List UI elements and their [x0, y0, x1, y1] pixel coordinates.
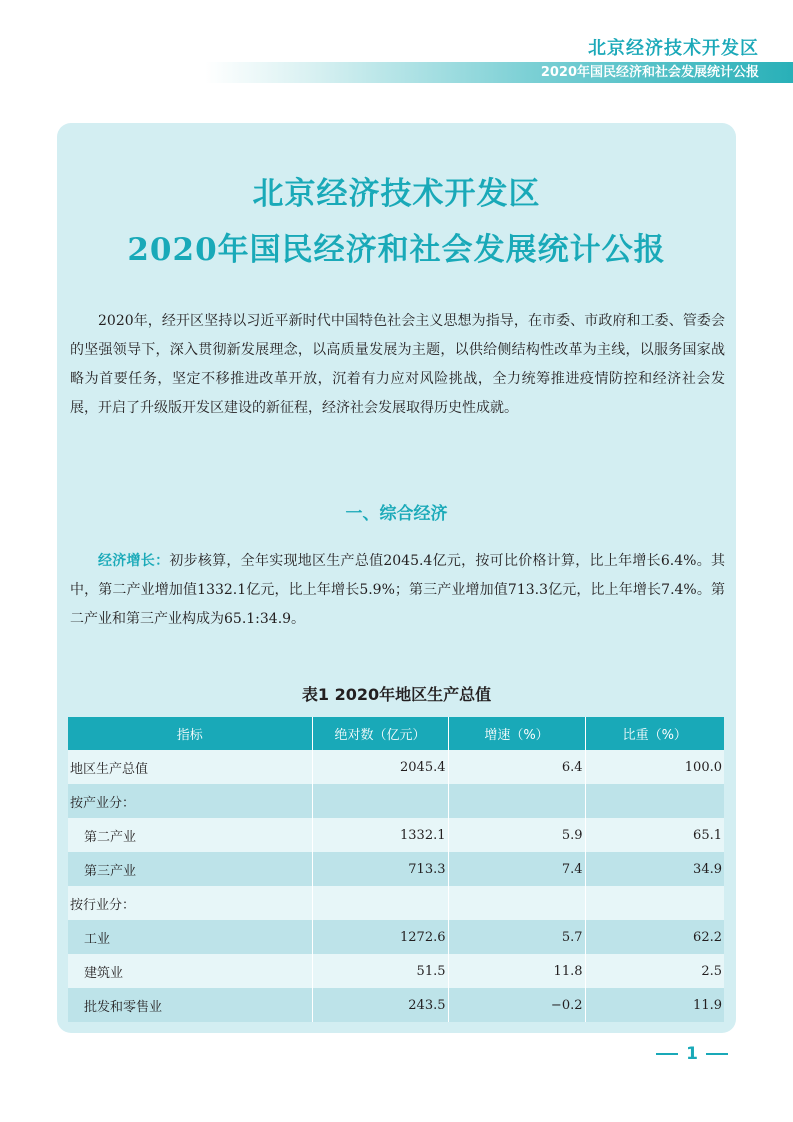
row-growth — [448, 784, 585, 818]
header-title: 北京经济技术开发区 — [588, 38, 759, 59]
header-subtitle: 2020年国民经济和社会发展统计公报 — [540, 65, 759, 80]
row-label: 工业 — [68, 920, 312, 954]
row-growth — [448, 886, 585, 920]
row-share — [585, 886, 724, 920]
table-row — [68, 954, 724, 988]
table-row — [68, 852, 724, 886]
row-value: 51.5 — [312, 954, 448, 988]
table-row — [68, 818, 724, 852]
row-share: 65.1 — [585, 818, 724, 852]
row-share: 2.5 — [585, 954, 724, 988]
table-row — [68, 988, 724, 1022]
table-row — [68, 750, 724, 784]
growth-paragraph — [70, 547, 725, 634]
table-header-row — [68, 717, 724, 750]
row-label: 按行业分： — [68, 886, 312, 920]
document-title-line2: 2020年国民经济和社会发展统计公报 — [127, 232, 666, 268]
row-label: 第二产业 — [68, 818, 312, 852]
row-share: 11.9 — [585, 988, 724, 1022]
table-caption: 表1 2020年地区生产总值 — [301, 685, 492, 704]
dash-left — [656, 1053, 678, 1055]
header-growth-rate: 增速（%） — [448, 717, 585, 750]
growth-text: 初步核算，全年实现地区生产总值2045.4亿元，按可比价格计算，比上年增长6.4%。其中，第二产业增加值1332.1亿元，比上年增长5.9%；第三产业增加值713.3亿元，比上年增长7.4%。第二产业和第三产业构成为65.1:34.9。 — [70, 553, 725, 627]
row-share: 100.0 — [585, 750, 724, 784]
table-row — [68, 920, 724, 954]
row-growth: −0.2 — [448, 988, 585, 1022]
page-number-value: 1 — [686, 1044, 698, 1064]
row-growth: 6.4 — [448, 750, 585, 784]
row-label: 批发和零售业 — [68, 988, 312, 1022]
row-label: 按产业分： — [68, 784, 312, 818]
dash-right — [706, 1053, 728, 1055]
row-growth: 7.4 — [448, 852, 585, 886]
row-share — [585, 784, 724, 818]
row-value — [312, 784, 448, 818]
row-label: 第三产业 — [68, 852, 312, 886]
intro-paragraph: 2020年，经开区坚持以习近平新时代中国特色社会主义思想为指导，在市委、市政府和工委、管委会的坚强领导下，深入贯彻新发展理念，以高质量发展为主题，以供给侧结构性改革为主线，以服务国家战略为首要任务，坚定不移推进改革开放，沉着有力应对风险挑战，全力统筹推进疫情防控和经济社会发展，开启了升级版开发区建设的新征程，经济社会发展取得历史性成就。 — [70, 313, 725, 416]
row-value: 243.5 — [312, 988, 448, 1022]
table-row — [68, 784, 724, 818]
header-absolute-value: 绝对数（亿元） — [312, 717, 448, 750]
row-value — [312, 886, 448, 920]
row-share: 34.9 — [585, 852, 724, 886]
document-title-line1: 北京经济技术开发区 — [252, 176, 541, 212]
row-value: 2045.4 — [312, 750, 448, 784]
growth-lead: 经济增长： — [98, 553, 170, 569]
row-value: 1332.1 — [312, 818, 448, 852]
row-growth: 5.9 — [448, 818, 585, 852]
row-value: 1272.6 — [312, 920, 448, 954]
gdp-table — [68, 717, 724, 1022]
table-row — [68, 886, 724, 920]
row-growth: 11.8 — [448, 954, 585, 988]
header-share: 比重（%） — [585, 717, 724, 750]
row-growth: 5.7 — [448, 920, 585, 954]
header-indicator: 指标 — [68, 717, 312, 750]
row-value: 713.3 — [312, 852, 448, 886]
row-label: 地区生产总值 — [68, 750, 312, 784]
row-label: 建筑业 — [68, 954, 312, 988]
row-share: 62.2 — [585, 920, 724, 954]
section-heading-economy: 一、综合经济 — [345, 504, 448, 524]
page-number — [648, 1044, 736, 1064]
